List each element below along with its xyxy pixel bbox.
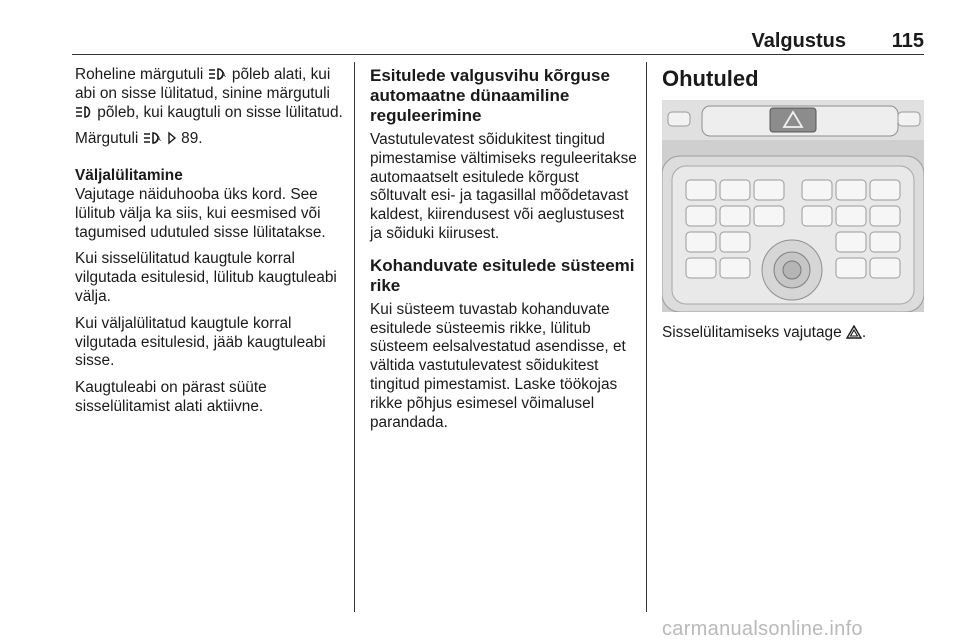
hazard-warning-icon xyxy=(846,325,862,339)
paragraph: Kui süsteem tuvastab kohanduvate esitulede süsteemis rikke, lülitub süsteem eelsalvestatud asendisse, et vältida vastutulevatest sõidukitest tingitud pimestamist. Laske töökojas rikke põhjus esimesel võimalusel parandada. xyxy=(370,300,626,431)
page-reference-icon xyxy=(167,131,177,145)
section-title: Valgustus xyxy=(751,30,846,52)
paragraph: Kui väljalülitatud kaugtule korral vilgutada esitulesid, jääb kaugtuleabi sisse. xyxy=(75,314,326,370)
svg-text:A: A xyxy=(155,135,161,144)
high-beam-assist-icon xyxy=(143,131,163,145)
column-divider-right xyxy=(646,62,647,612)
page-number: 115 xyxy=(891,30,924,52)
column-2 xyxy=(370,66,638,440)
heading-switching-off: Väljalülitamine xyxy=(75,167,183,185)
svg-text:A: A xyxy=(220,71,226,79)
page-header xyxy=(72,28,924,55)
paragraph-indicator: Roheline märgutuli A põleb alati, kui abi on sisse lülitatud, sinine märgutuli põleb, kui kaugtuli on sisse lülitatud. xyxy=(75,66,343,121)
column-3 xyxy=(662,66,924,92)
high-beam-icon xyxy=(75,105,93,119)
watermark: carmanualsonline.info xyxy=(662,618,863,640)
heading-headlight-range: Esitulede valgusvihu kõrguse automaatne dünaamiline reguleerimine xyxy=(370,66,610,125)
paragraph-reference: Märgutuli A 89. xyxy=(75,130,203,148)
hazard-switch-photo xyxy=(662,100,924,312)
photo-caption: Sisselülitamiseks vajutage . xyxy=(662,324,867,341)
paragraph: Kaugtuleabi on pärast süüte sisselülitamist alati aktiivne. xyxy=(75,379,267,415)
high-beam-assist-icon xyxy=(208,67,228,81)
column-divider-left xyxy=(354,62,355,612)
column-1 xyxy=(75,66,343,425)
paragraph: Vastutulevatest sõidukitest tingitud pimestamise vältimiseks reguleeritakse automaatselt esitulede kõrgust sõltuvalt esi- ja tagasillal mõõdetavast kaldest, kiirendusest või aeglustusest ja sõiduki kiirusest. xyxy=(370,131,637,242)
heading-afl-failure: Kohanduvate esitulede süsteemi rike xyxy=(370,255,635,295)
paragraph: Vajutage näiduhooba üks kord. See lülitub välja ka siis, kui eesmised või tagumised udutuled sisse lülitatakse. xyxy=(75,185,326,241)
heading-hazard-lights: Ohutuled xyxy=(662,66,759,91)
paragraph: Kui sisselülitatud kaugtule korral vilgutada esitulesid, lülitub kaugtuleabi välja. xyxy=(75,250,337,305)
